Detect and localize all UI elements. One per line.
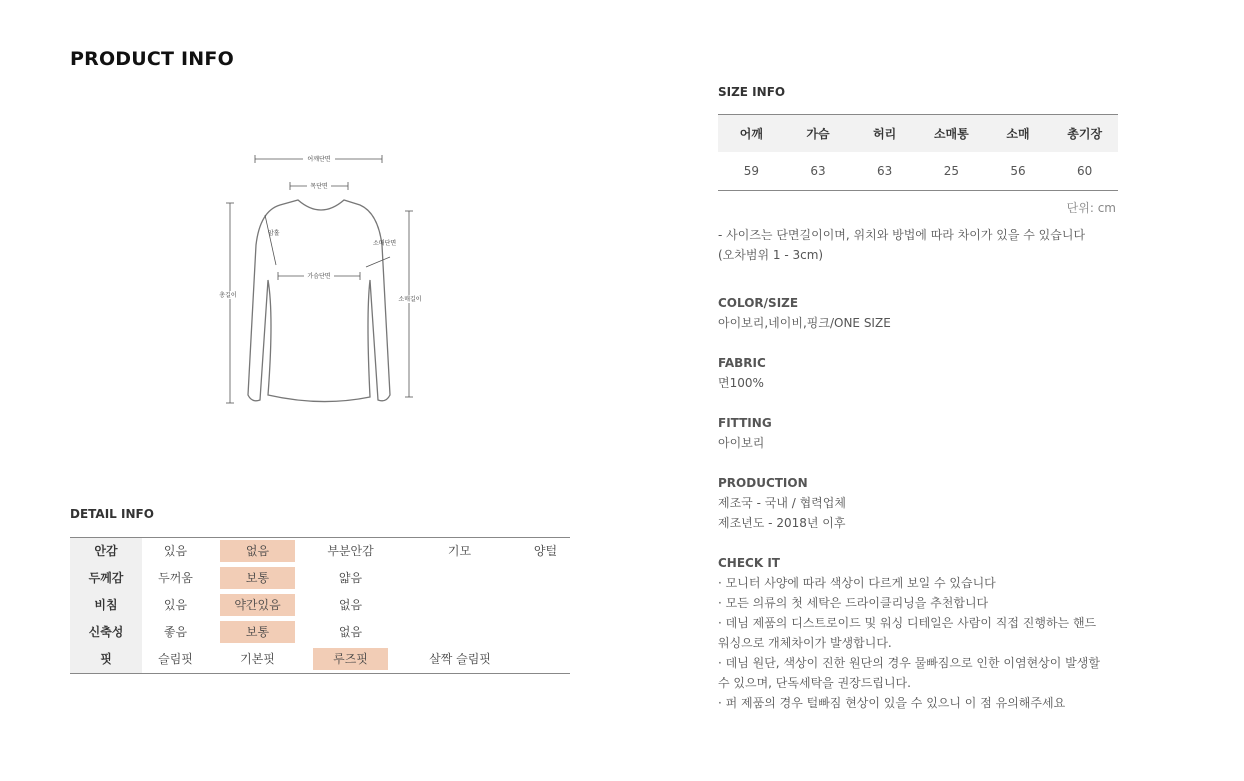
neck-label: 목단면	[310, 183, 328, 190]
size-header-cell: 소매통	[933, 127, 969, 141]
check-it-line: · 퍼 제품의 경우 털빠짐 현상이 있을 수 있으니 이 점 유의해주세요	[718, 696, 1066, 710]
detail-option: 있음	[163, 598, 188, 612]
size-note-line: - 사이즈는 단면길이이며, 위치와 방법에 따라 차이가 있을 수 있습니다	[718, 228, 1086, 242]
production-title: PRODUCTION	[718, 476, 808, 490]
size-table	[718, 114, 1118, 191]
size-header-cell: 소매	[1006, 127, 1030, 141]
detail-option-selected: 루즈핏	[313, 648, 388, 670]
detail-option-selected: 없음	[220, 540, 295, 562]
size-table-row	[718, 152, 1118, 190]
detail-option: 기본핏	[240, 652, 275, 666]
size-value-cell: 56	[1010, 164, 1026, 178]
detail-option: 부분안감	[327, 544, 374, 558]
detail-option: 기모	[447, 544, 472, 558]
size-header-cell: 총기장	[1067, 127, 1103, 141]
detail-row-fit	[70, 646, 570, 673]
fabric-value: 면100%	[718, 376, 764, 390]
production-line: 제조국 - 국내 / 협력업체	[718, 496, 846, 510]
fabric-title: FABRIC	[718, 356, 766, 370]
detail-row-stretch	[70, 619, 570, 646]
armhole-label: 암홀	[268, 230, 280, 237]
fitting-value: 아이보리	[718, 436, 765, 450]
detail-option: 없음	[338, 625, 363, 639]
production-line: 제조년도 - 2018년 이후	[718, 516, 846, 530]
detail-option: 좋음	[163, 625, 188, 639]
size-header-cell: 허리	[873, 127, 897, 141]
size-value-cell: 60	[1077, 164, 1093, 178]
size-table-header	[718, 115, 1118, 152]
size-note-line: (오차범위 1 - 3cm)	[718, 248, 824, 262]
detail-row-lining	[70, 538, 570, 565]
chest-label: 가슴단면	[307, 273, 331, 280]
detail-option-selected: 약간있음	[220, 594, 295, 616]
detail-row-label: 비침	[70, 592, 142, 619]
page-title: PRODUCT INFO	[70, 48, 234, 70]
size-header-cell: 어깨	[739, 127, 763, 141]
detail-option: 없음	[338, 598, 363, 612]
detail-row-label: 안감	[70, 538, 142, 565]
size-header-cell: 가슴	[806, 127, 830, 141]
detail-row-label: 핏	[70, 646, 142, 673]
detail-info-table	[70, 537, 570, 674]
detail-option-selected: 보통	[220, 567, 295, 589]
sleeve-length-label: 소매길이	[398, 296, 422, 303]
size-diagram	[210, 145, 440, 415]
detail-option: 슬림핏	[158, 652, 193, 666]
check-it-line: · 모니터 사양에 따라 색상이 다르게 보일 수 있습니다	[718, 576, 996, 590]
detail-option-selected: 보통	[220, 621, 295, 643]
detail-option: 살짝 슬림핏	[429, 652, 491, 666]
size-value-cell: 63	[810, 164, 826, 178]
garment-outline-illustration	[210, 145, 440, 415]
size-value-cell: 59	[743, 164, 759, 178]
detail-row-thickness	[70, 565, 570, 592]
color-size-title: COLOR/SIZE	[718, 296, 799, 310]
detail-option: 있음	[163, 544, 188, 558]
detail-option: 양털	[533, 544, 558, 558]
size-note	[718, 225, 1118, 265]
fitting-section	[718, 413, 1128, 453]
production-section	[718, 473, 1128, 533]
check-it-section	[718, 553, 1128, 713]
fitting-title: FITTING	[718, 416, 772, 430]
size-unit: 단위: cm	[1066, 201, 1116, 215]
detail-row-label: 신축성	[70, 619, 142, 646]
check-it-line: · 데님 원단, 색상이 진한 원단의 경우 물빠짐으로 인한 이염현상이 발생할	[718, 656, 1100, 670]
color-size-value: 아이보리,네이비,핑크/ONE SIZE	[718, 316, 891, 330]
size-info-title: SIZE INFO	[718, 85, 786, 99]
check-it-line: 워싱으로 개체차이가 발생합니다.	[718, 636, 892, 650]
check-it-line: · 모든 의류의 첫 세탁은 드라이클리닝을 추천합니다	[718, 596, 989, 610]
detail-info-title: DETAIL INFO	[70, 507, 154, 521]
total-length-label: 총길이	[219, 292, 237, 299]
sleeve-width-label: 소매단면	[373, 240, 397, 247]
detail-row-transparency	[70, 592, 570, 619]
size-value-cell: 25	[943, 164, 959, 178]
check-it-line: · 데님 제품의 디스트로이드 및 워싱 디테일은 사람이 직접 진행하는 핸드	[718, 616, 1097, 630]
detail-row-label: 두께감	[70, 565, 142, 592]
shoulder-label: 어깨단면	[307, 156, 331, 163]
size-value-cell: 63	[877, 164, 893, 178]
check-it-title: CHECK IT	[718, 556, 780, 570]
detail-option: 두꺼움	[158, 571, 193, 585]
color-size-section	[718, 293, 1128, 333]
check-it-line: 수 있으며, 단독세탁을 권장드립니다.	[718, 676, 911, 690]
detail-option: 얇음	[338, 571, 363, 585]
fabric-section	[718, 353, 1128, 393]
